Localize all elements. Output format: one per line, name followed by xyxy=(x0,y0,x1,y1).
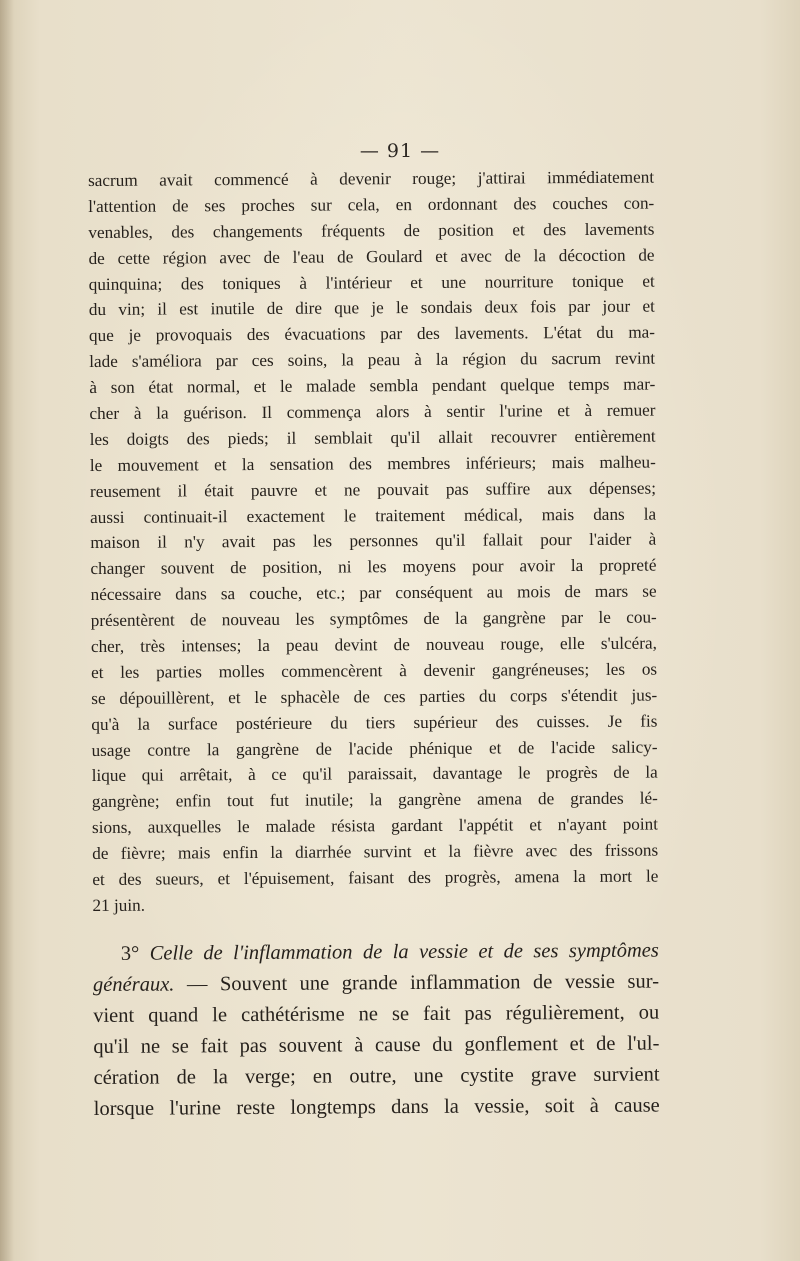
text-line: cération de la verge; en outre, une cystite grave survient xyxy=(93,1063,660,1089)
text-line: se dépouillèrent, et le sphacèle de ces parties du corps s'étendit jus- xyxy=(91,685,658,708)
text-line: reusement il était pauvre et ne pouvait pas suffire aux dépenses; xyxy=(89,478,657,501)
text-line: que je provoquais des évacuations par des lavements. L'état du ma- xyxy=(88,322,656,346)
text-line: sacrum avait commencé à devenir rouge; j'attirai immédiatement xyxy=(88,167,655,190)
text-line: lade s'améliora par ces soins, la peau à la région du sacrum revint xyxy=(89,348,656,372)
text-line: maison il n'y avait pas les personnes qu'il fallait pour l'aider à xyxy=(90,530,657,553)
section-heading-line xyxy=(93,966,659,1000)
section-bladder-inflammation xyxy=(93,935,660,1124)
text-line: gangrène; enfin tout fut inutile; la gangrène amena de grandes lé- xyxy=(91,788,658,812)
text-line: nécessaire dans sa couche, etc.; par conséquent au mois de mars se xyxy=(90,581,657,605)
section-text-start: — Souvent une grande inflammation de vessie sur- xyxy=(174,970,660,996)
text-line: à son état normal, et le malade sembla pendant quelque temps mar- xyxy=(89,374,656,398)
text-line: l'attention de ses proches sur cela, en ordonnant des couches con- xyxy=(88,193,655,216)
text-line: 21 juin. xyxy=(92,895,146,915)
text-line: lique qui arrêtait, à ce qu'il paraissait, davantage le progrès de la xyxy=(91,763,658,786)
text-line: sions, auxquelles le malade résista gardant l'appétit et n'ayant point xyxy=(91,814,659,838)
text-line: présentèrent de nouveau les symptômes de la gangrène par le cou- xyxy=(90,607,657,631)
text-line: le mouvement et la sensation des membres inférieurs; mais malheu- xyxy=(89,452,656,475)
text-line: de cette région avec de l'eau de Goulard et avec de la décoction de xyxy=(88,245,655,268)
text-line: vient quand le cathétérisme ne se fait pas régulièrement, ou xyxy=(93,1001,660,1027)
text-line: usage contre la gangrène de l'acide phénique et de l'acide salicy- xyxy=(91,737,658,760)
text-line: et des sueurs, et l'épuisement, faisant des progrès, amena la mort le xyxy=(92,866,659,890)
text-line: quinquina; des toniques à l'intérieur et une nourriture tonique et xyxy=(88,271,655,294)
text-line: qu'il ne se fait pas souvent à cause du gonflement et de l'ul- xyxy=(93,1032,660,1058)
text-line: lorsque l'urine reste longtemps dans la vessie, soit à cause xyxy=(93,1094,660,1120)
section-number: 3° xyxy=(120,942,140,965)
page-edge-shadow xyxy=(0,0,14,1261)
paragraph-patient-case xyxy=(88,165,659,919)
text-line: et les parties molles commencèrent à devenir gangréneuses; les os xyxy=(91,659,658,682)
text-line: du vin; il est inutile de dire que je le sondais deux fois par jour et xyxy=(88,296,655,320)
text-line: de fièvre; mais enfin la diarrhée survint et la fièvre avec des frissons xyxy=(92,840,659,864)
text-line: changer souvent de position, ni les moyens pour avoir la propreté xyxy=(90,555,657,579)
text-line: cher, très intenses; la peau devint de nouveau rouge, elle s'ulcéra, xyxy=(90,633,657,657)
section-title-end: généraux. xyxy=(92,973,175,996)
page-number: — 91 — xyxy=(359,140,441,162)
text-line: les doigts des pieds; il semblait qu'il allait recouvrer entièrement xyxy=(89,426,656,449)
section-title: Celle de l'inflammation de la vessie et de ses symptômes xyxy=(149,939,659,965)
text-line: venables, des changements fréquents de position et des lavements xyxy=(88,219,655,242)
text-line: aussi continuait-il exactement le traitement médical, mais dans la xyxy=(90,504,657,527)
text-line: qu'à la surface postérieure du tiers supérieur des cuisses. Je fis xyxy=(91,711,658,734)
text-line: cher à la guérison. Il commença alors à sentir l'urine et à remuer xyxy=(89,400,656,424)
page-body xyxy=(88,165,660,1125)
section-heading-line xyxy=(93,935,659,969)
